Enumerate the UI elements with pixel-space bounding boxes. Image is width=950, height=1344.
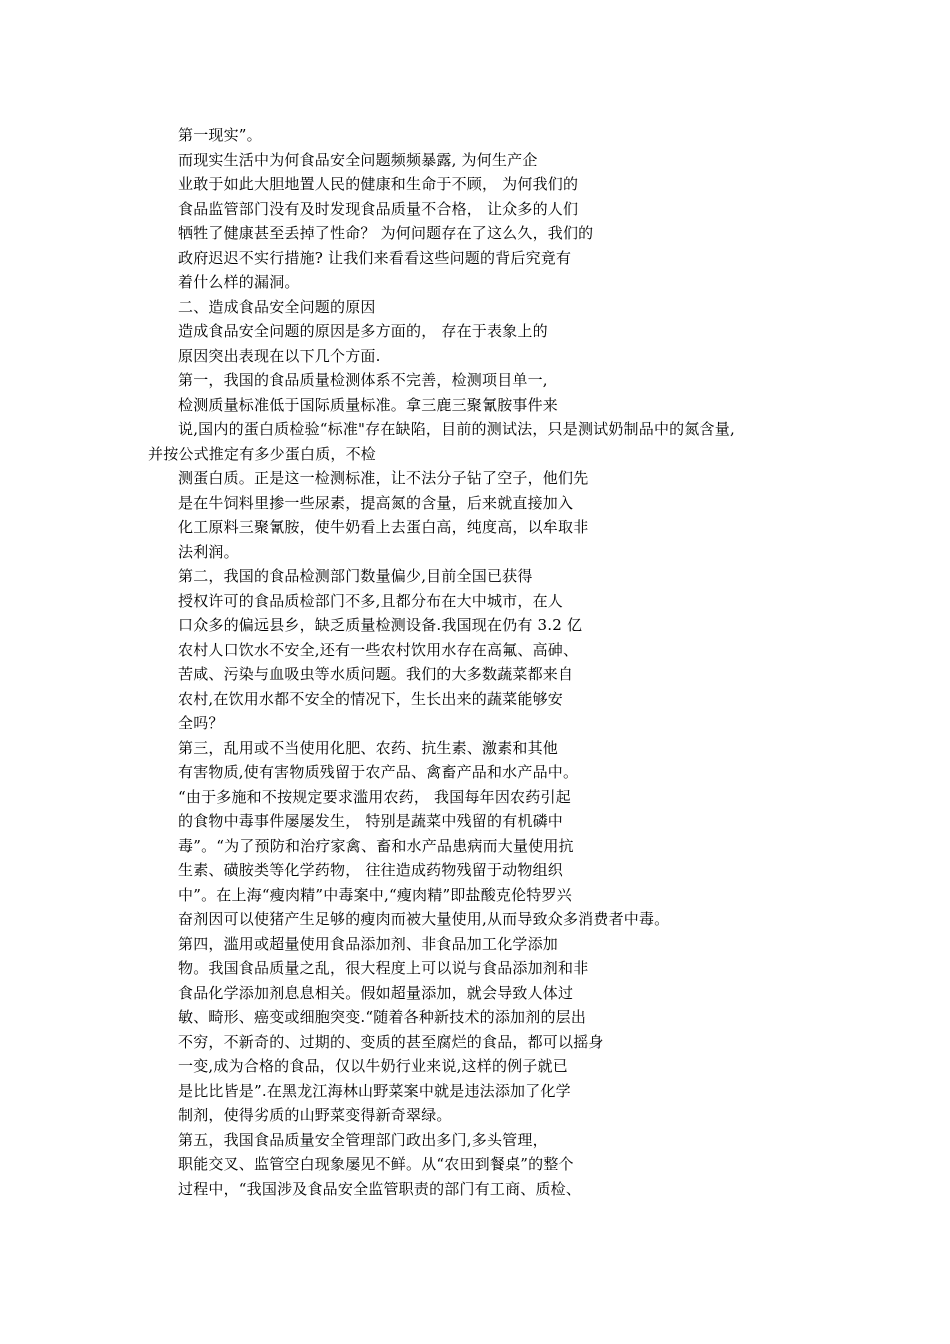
text-line: “由于多施和不按规定要求滥用农药， 我国每年因农药引起 — [178, 787, 571, 806]
text-line: 第三，乱用或不当使用化肥、农药、抗生素、激素和其他 — [178, 738, 559, 757]
text-line: 农村人口饮水不安全,还有一些农村饮用水存在高氟、高砷、 — [178, 640, 579, 659]
text-line: 造成食品安全问题的原因是多方面的， 存在于表象上的 — [178, 322, 548, 340]
section-heading: 二、造成食品安全问题的原因 — [178, 297, 376, 316]
text-line: 说,国内的蛋白质检验“标准"存在缺陷，目前的测试法，只是测试奶制品中的氮含量, — [178, 420, 735, 438]
text-line: 奋剂因可以使猪产生足够的瘦肉而被大量使用,从而导致众多消费者中毒。 — [178, 910, 670, 928]
text-line: 毒”。“为了预防和治疗家禽、畜和水产品患病而大量使用抗 — [178, 836, 574, 855]
text-line: 全吗？ — [178, 714, 224, 732]
text-line: 而现实生活中为何食品安全问题频频暴露, 为何生产企 — [178, 150, 538, 169]
text-line: 是比比皆是”.在黑龙江海林山野菜案中就是违法添加了化学 — [178, 1081, 571, 1100]
text-line: 敏、畸形、癌变或细胞突变.“随着各种新技术的添加剂的层出 — [178, 1008, 587, 1026]
text-line: 过程中，“我国涉及食品安全监管职责的部门有工商、质检、 — [178, 1179, 582, 1198]
text-line: 制剂，使得劣质的山野菜变得新奇翠绿。 — [178, 1106, 452, 1124]
text-line: 一变,成为合格的食品，仅以牛奶行业来说,这样的例子就已 — [178, 1057, 568, 1075]
text-line: 并按公式推定有多少蛋白质，不检 — [148, 444, 377, 463]
text-line: 中”。在上海“瘦肉精”中毒案中,“瘦肉精”即盐酸克伦特罗兴 — [178, 885, 572, 904]
text-line: 原因突出表现在以下几个方面. — [178, 346, 381, 365]
text-line: 牺牲了健康甚至丢掉了性命？ 为何问题存在了这么久，我们的 — [178, 224, 594, 242]
text-line: 政府迟迟不实行措施? 让我们来看看这些问题的背后究竟有 — [178, 248, 572, 267]
text-line: 第四，滥用或超量使用食品添加剂、非食品加工化学添加 — [178, 934, 559, 953]
document-body — [0, 123, 950, 1201]
text-line: 不穷，不新奇的、过期的、变质的甚至腐烂的食品，都可以摇身 — [178, 1032, 604, 1051]
text-line: 农村,在饮用水都不安全的情况下，生长出来的蔬菜能够安 — [178, 689, 563, 708]
text-line: 第一现实”。 — [178, 126, 262, 144]
text-line: 食品监管部门没有及时发现食品质量不合格， 让众多的人们 — [178, 199, 579, 218]
text-line: 业敢于如此大胆地置人民的健康和生命于不顾， 为何我们的 — [178, 175, 579, 193]
text-line: 第五，我国食品质量安全管理部门政出多门,多头管理， — [178, 1130, 548, 1149]
text-line: 的食物中毒事件屡屡发生， 特别是蔬菜中残留的有机磷中 — [178, 812, 563, 830]
text-line: 着什么样的漏洞。 — [178, 273, 300, 291]
text-line: 是在牛饲料里掺一些尿素，提高氮的含量，后来就直接加入 — [178, 493, 574, 512]
text-line: 有害物质,使有害物质残留于农产品、禽畜产品和水产品中。 — [178, 763, 579, 781]
text-line: 化工原料三聚氰胺，使牛奶看上去蛋白高，纯度高，以牟取非 — [178, 518, 589, 536]
text-line: 授权许可的食品质检部门不多,且都分布在大中城市，在人 — [178, 591, 563, 610]
text-line: 口众多的偏远县乡，缺乏质量检测设备.我国现在仍有 3.2 亿 — [178, 616, 583, 634]
text-line: 物。我国食品质量之乱，很大程度上可以说与食品添加剂和非 — [178, 959, 589, 977]
text-line: 生素、磺胺类等化学药物， 往往造成药物残留于动物组织 — [178, 861, 563, 879]
text-line: 法利润。 — [178, 542, 239, 561]
text-line: 苦咸、污染与血吸虫等水质问题。我们的大多数蔬菜都来自 — [178, 665, 574, 683]
text-line: 食品化学添加剂息息相关。假如超量添加，就会导致人体过 — [178, 983, 574, 1002]
text-line: 测蛋白质。正是这一检测标准，让不法分子钻了空子，他们先 — [178, 469, 589, 487]
text-line: 第二，我国的食品检测部门数量偏少,目前全国已获得 — [178, 567, 533, 585]
text-line: 职能交叉、监管空白现象屡见不鲜。从“农田到餐桌”的整个 — [178, 1155, 574, 1173]
text-line: 检测质量标准低于国际质量标准。拿三鹿三聚氰胺事件来 — [178, 395, 559, 414]
text-line: 第一，我国的食品质量检测体系不完善，检测项目单一, — [178, 371, 548, 389]
